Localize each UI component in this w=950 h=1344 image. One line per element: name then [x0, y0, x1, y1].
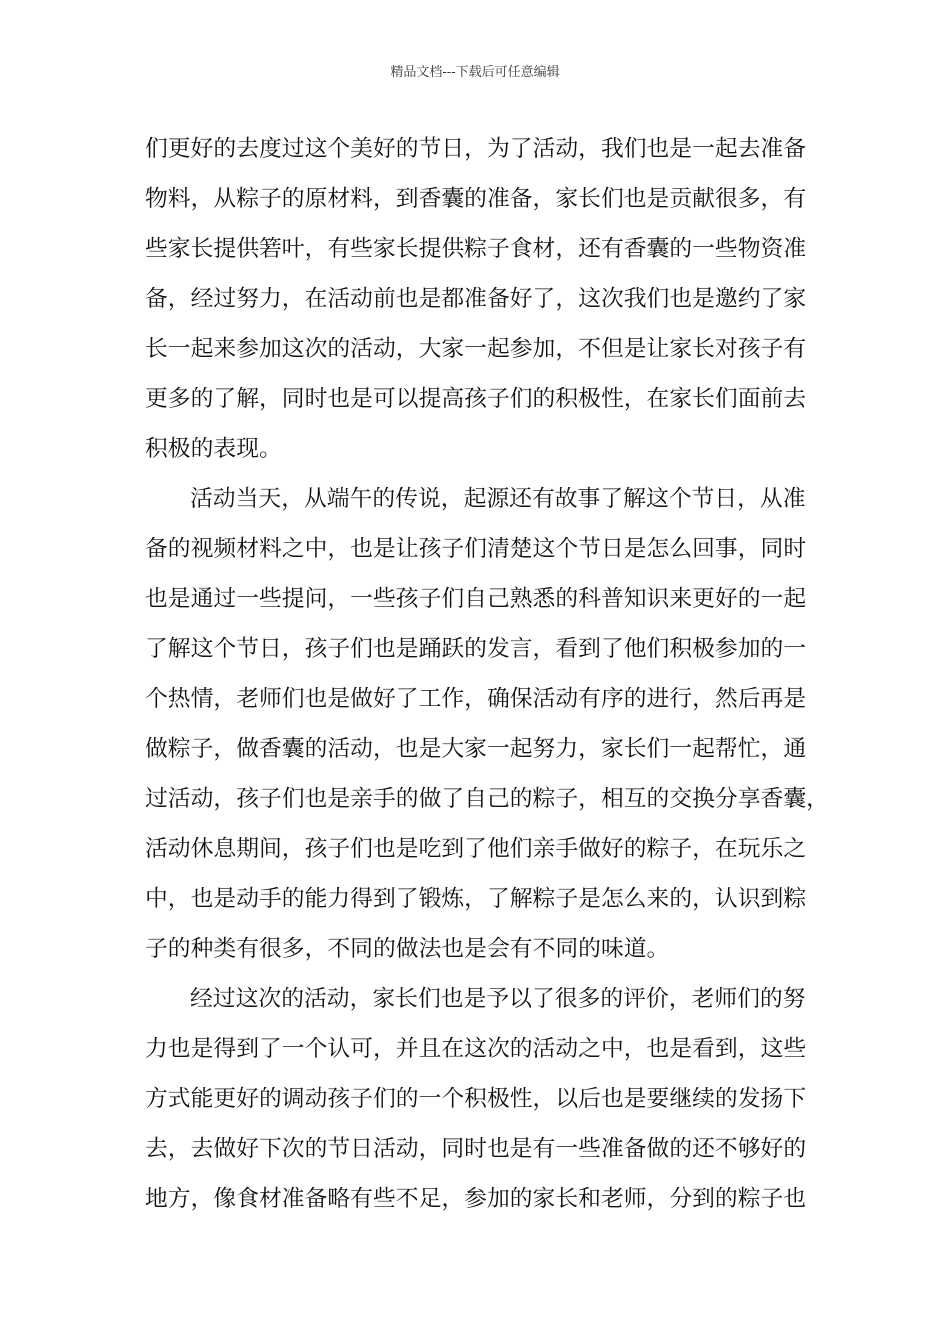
text-line: 活动当天，从端午的传说，起源还有故事了解这个节日，从准 — [190, 486, 806, 512]
text-line: 也是通过一些提问，一些孩子们自己熟悉的科普知识来更好的一起 — [145, 586, 807, 612]
text-line: 备的视频材料之中，也是让孩子们清楚这个节日是怎么回事，同时 — [145, 536, 807, 562]
paragraph — [145, 474, 829, 974]
text-line: 去，去做好下次的节日活动，同时也是有一些准备做的还不够好的 — [145, 1136, 807, 1162]
text-line: 备，经过努力，在活动前也是都准备好了，这次我们也是邀约了家 — [145, 286, 807, 312]
paragraph — [145, 974, 810, 1224]
text-line: 经过这次的活动，家长们也是予以了很多的评价，老师们的努 — [190, 986, 806, 1012]
text-line: 了解这个节日，孩子们也是踊跃的发言，看到了他们积极参加的一 — [145, 636, 807, 662]
text-line: 活动休息期间，孩子们也是吃到了他们亲手做好的粽子，在玩乐之 — [145, 836, 807, 862]
text-line: 长一起来参加这次的活动，大家一起参加，不但是让家长对孩子有 — [145, 336, 807, 362]
text-line: 过活动，孩子们也是亲手的做了自己的粽子，相互的交换分享香囊， — [145, 786, 829, 812]
text-line: 做粽子，做香囊的活动，也是大家一起努力，家长们一起帮忙，通 — [145, 736, 807, 762]
paragraph — [145, 124, 810, 474]
text-line: 物料，从粽子的原材料，到香囊的准备，家长们也是贡献很多，有 — [145, 186, 807, 212]
text-line: 中，也是动手的能力得到了锻炼，了解粽子是怎么来的，认识到粽 — [145, 886, 807, 912]
text-line: 子的种类有很多，不同的做法也是会有不同的味道。 — [145, 936, 670, 962]
page-header: 精品文档---下载后可任意编辑 — [390, 65, 560, 80]
text-line: 些家长提供箬叶，有些家长提供粽子食材，还有香囊的一些物资准 — [145, 236, 807, 262]
text-line: 们更好的去度过这个美好的节日，为了活动，我们也是一起去准备 — [145, 136, 807, 162]
text-line: 地方，像食材准备略有些不足，参加的家长和老师，分到的粽子也 — [145, 1186, 807, 1212]
text-line: 更多的了解，同时也是可以提高孩子们的积极性，在家长们面前去 — [145, 386, 807, 412]
text-line: 积极的表现。 — [145, 436, 282, 462]
text-line: 力也是得到了一个认可，并且在这次的活动之中，也是看到，这些 — [145, 1036, 807, 1062]
document-body — [145, 124, 829, 1224]
text-line: 方式能更好的调动孩子们的一个积极性，以后也是要继续的发扬下 — [145, 1086, 807, 1112]
text-line: 个热情，老师们也是做好了工作，确保活动有序的进行，然后再是 — [145, 686, 807, 712]
